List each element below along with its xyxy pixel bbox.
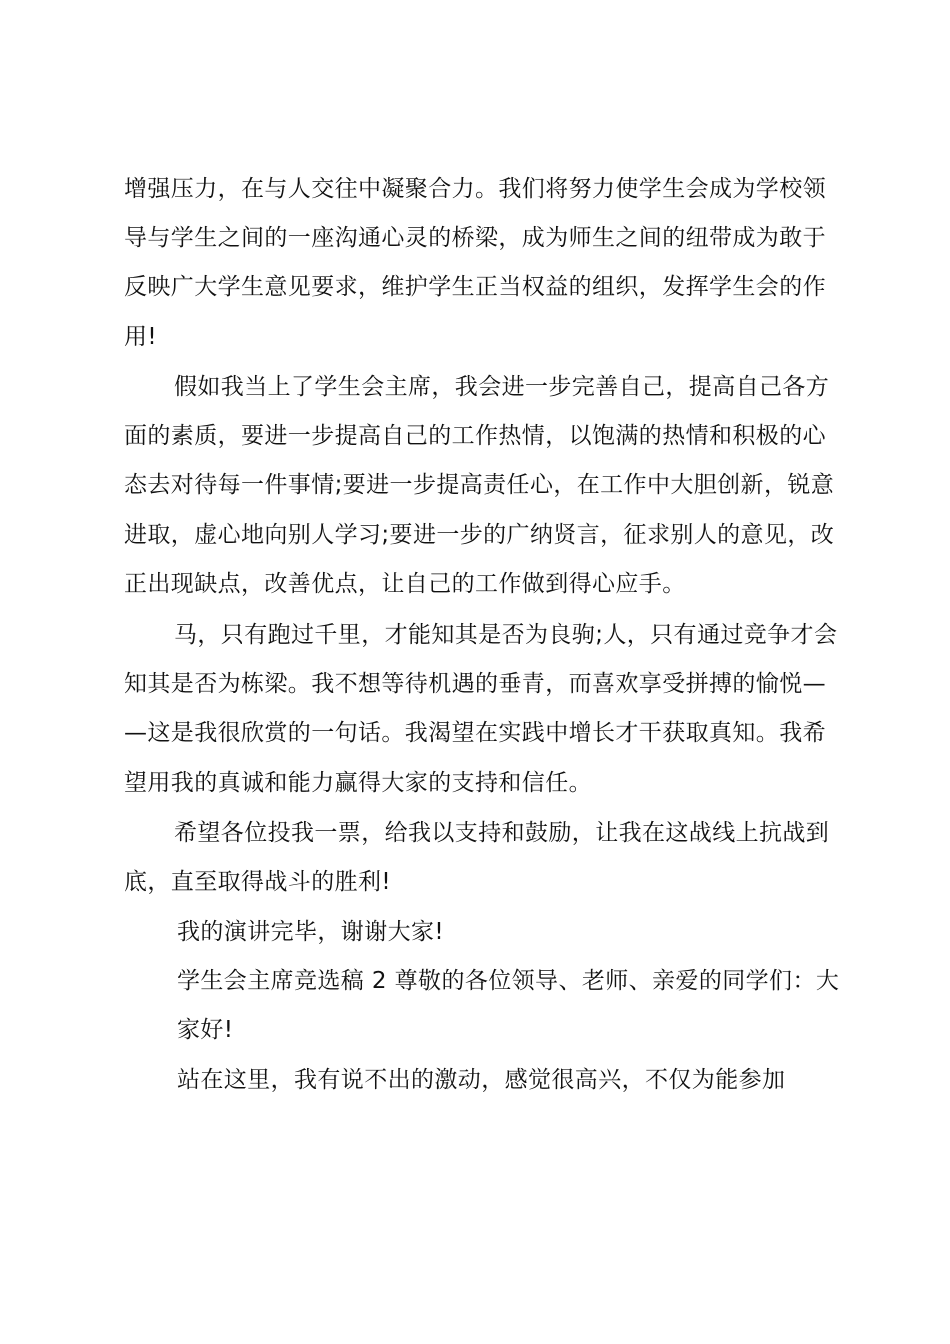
text-line: 知其是否为栋梁。我不想等待机遇的垂青，而喜欢享受拼搏的愉悦— [124,671,826,697]
text-line: 正出现缺点，改善优点，让自己的工作做到得心应手。 [124,571,686,597]
text-line: 我的演讲完毕，谢谢大家! [177,919,445,945]
text-line: 假如我当上了学生会主席，我会进一步完善自己，提高自己各方 [174,374,830,400]
text-line: 望用我的真诚和能力赢得大家的支持和信任。 [124,770,592,796]
text-line: —这是我很欣赏的一句话。我渴望在实践中增长才干获取真知。我希 [124,720,826,746]
text-line: 学生会主席竞选稿 2 尊敬的各位领导、老师、亲爱的同学们：大 [177,968,840,994]
text-line: 站在这里，我有说不出的激动，感觉很高兴，不仅为能参加 [177,1067,786,1093]
text-line: 希望各位投我一票，给我以支持和鼓励，让我在这战线上抗战到 [174,820,830,846]
text-line: 进取，虚心地向别人学习;要进一步的广纳贤言，征求别人的意见，改 [124,522,835,548]
text-line: 底，直至取得战斗的胜利! [124,869,392,895]
text-line: 态去对待每一件事情;要进一步提高责任心，在工作中大胆创新，锐意 [124,472,835,498]
text-line: 用! [124,324,158,350]
text-line: 马，只有跑过千里，才能知其是否为良驹;人，只有通过竞争才会 [174,622,838,648]
text-line: 增强压力，在与人交往中凝聚合力。我们将努力使学生会成为学校领 [124,176,826,202]
text-line: 家好! [177,1017,234,1043]
text-line: 反映广大学生意见要求，维护学生正当权益的组织，发挥学生会的作 [124,274,826,300]
text-line: 面的素质，要进一步提高自己的工作热情，以饱满的热情和积极的心 [124,423,826,449]
text-line: 导与学生之间的一座沟通心灵的桥梁，成为师生之间的纽带成为敢于 [124,225,826,251]
